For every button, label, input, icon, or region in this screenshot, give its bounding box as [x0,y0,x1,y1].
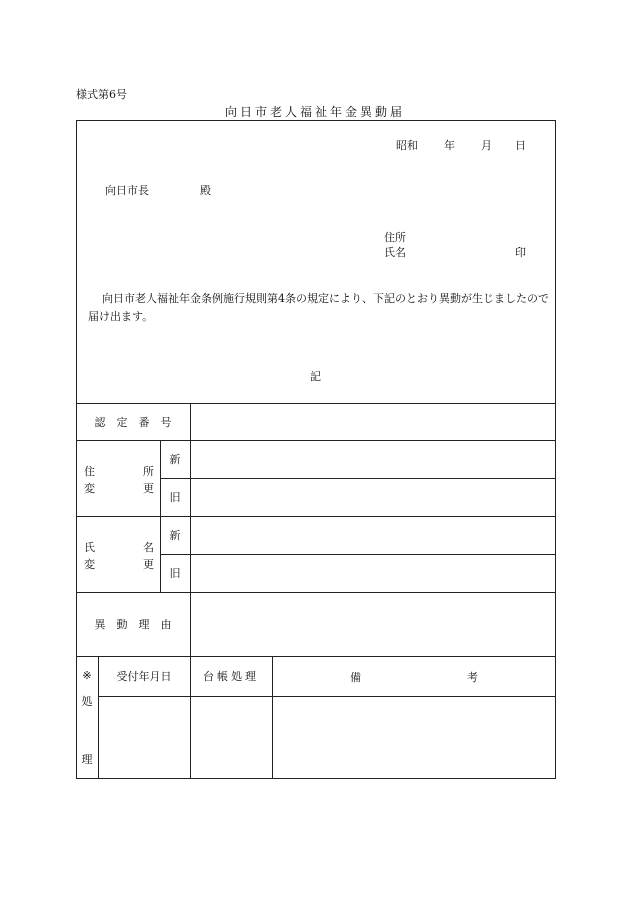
addressee-honorific: 殿 [200,184,211,197]
seal-label: 印 [515,246,526,259]
certification-number-label: 認 定 番 号 [94,415,172,429]
received-date-header: 受付年月日 [116,670,172,683]
rule-reason-col [190,592,191,656]
remarks-char-2: 考 [467,671,478,684]
rule-name-top [76,516,556,517]
processing-label-bottom: 理 [81,753,93,766]
name-char-1: 氏 [84,541,95,554]
addressee-name: 向日市長 [105,184,149,197]
rule-address-mid [160,478,556,479]
name-change-label-row1 [84,539,154,555]
ki-label: 記 [310,370,321,383]
name-old-label: 旧 [169,567,181,580]
change-reason-label: 異 動 理 由 [94,618,172,631]
form-number: 様式第6号 [76,88,127,101]
statement-text: 向日市老人福祉年金条例施行規則第4条の規定により、下記のとおり異動が生じましたので届け出ます。 [88,292,549,323]
rule-name-mid [160,554,556,555]
ledger-processing-header: 台帳処理 [203,670,259,683]
date-month: 月 [481,139,492,152]
name-new-label: 新 [169,529,181,542]
address-new-label: 新 [169,453,181,466]
change-char-2: 更 [143,482,154,495]
form-title: 向日市老人福祉年金異動届 [224,105,405,119]
address-char-2: 所 [143,465,154,478]
address-change-label-row1 [84,463,154,479]
address-char-1: 住 [84,465,95,478]
name-change-label-row2 [84,556,154,572]
rule-value-col [190,403,191,592]
date-year: 年 [444,139,455,152]
rule-processing-mid [98,696,556,697]
name-char-2: 名 [143,541,154,554]
date-era: 昭和 [396,139,418,152]
name-change-char-1: 変 [84,558,95,571]
address-old-label: 旧 [169,491,181,504]
name-label: 氏名 [384,246,406,259]
processing-label-top: 処 [81,695,93,708]
address-label: 住所 [384,231,406,244]
remarks-header [350,669,478,685]
rule-address-top [76,440,556,441]
remarks-char-1: 備 [350,671,361,684]
address-change-label-row2 [84,480,154,496]
name-change-char-2: 更 [143,558,154,571]
rule-ledger-col [272,656,273,779]
change-char-1: 変 [84,482,95,495]
processing-mark: ※ [82,668,92,682]
date-day: 日 [515,139,526,152]
